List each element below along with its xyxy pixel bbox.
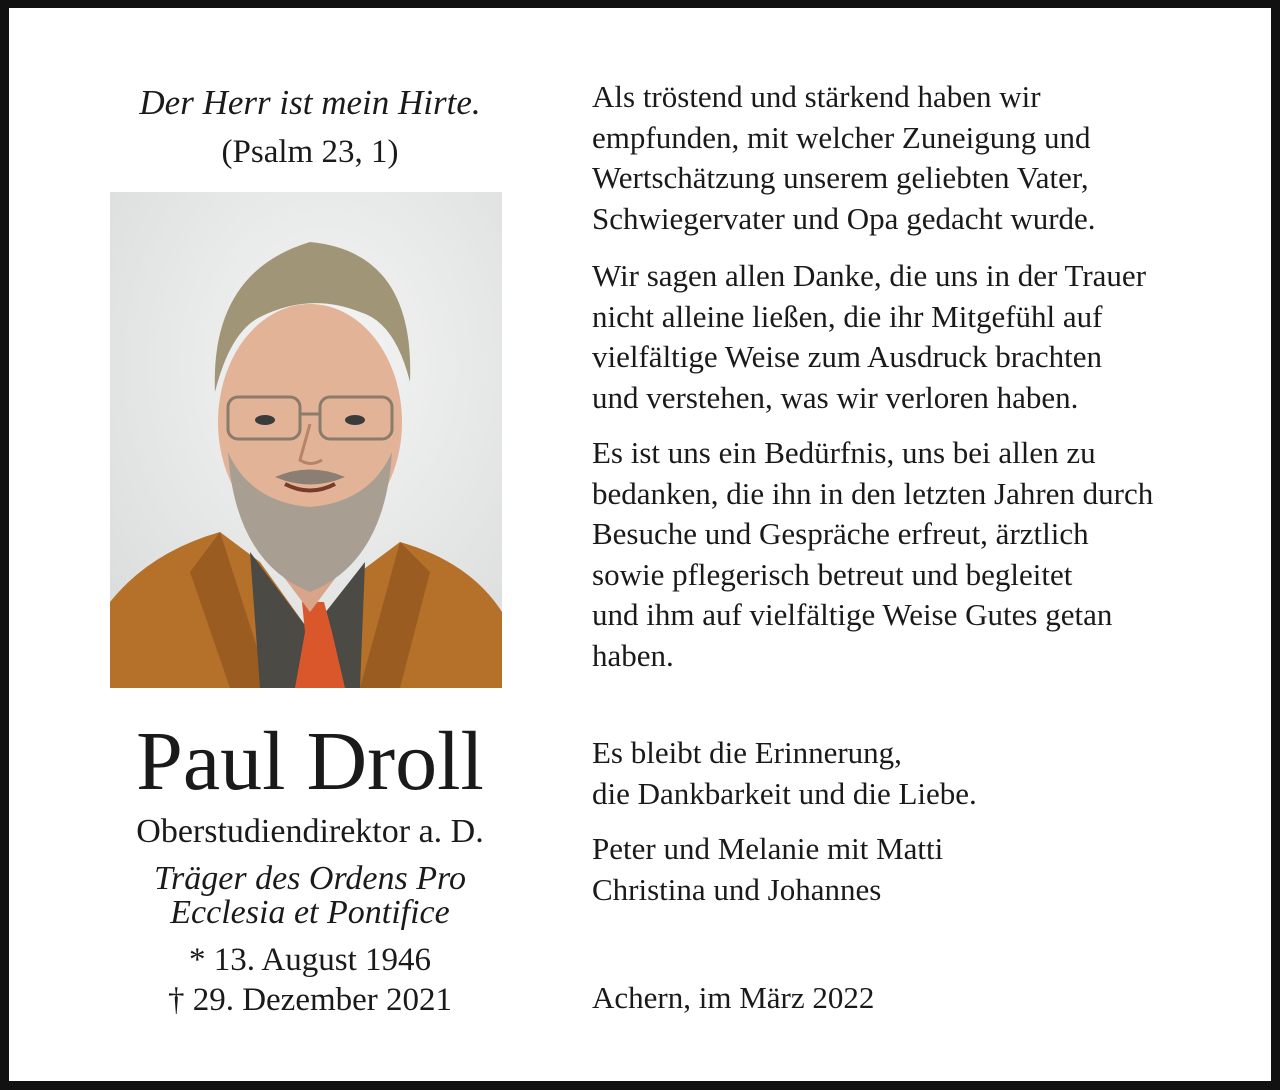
text-line: Christina und Johannes [592,871,882,907]
text-line: bedanken, die ihn in den letzten Jahren durch [592,475,1154,511]
text-line: Schwiegervater und Opa gedacht wurde. [592,200,1096,236]
text-line: nicht alleine ließen, die ihr Mitgefühl auf [592,298,1103,334]
thanks-paragraph-1 [592,77,1232,239]
text-line: Peter und Melanie mit Matti [592,831,944,866]
text-line: Besuche und Gespräche erfreut, ärztlich [592,516,1089,552]
motto: Der Herr ist mein Hirte. [139,83,481,122]
remembrance-verse [592,733,1232,814]
thanks-paragraph-2 [592,256,1232,418]
order-honor [60,862,560,930]
text-line: empfunden, mit welcher Zuneigung und [592,119,1091,155]
birth-date: * 13. August 1946 [188,942,432,978]
thanks-paragraph-3 [592,433,1232,677]
text-line: Wir sagen allen Danke, die uns in der Trauer [592,258,1147,293]
text-line: sowie pflegerisch betreut und begleitet [592,556,1073,592]
deceased-name: Paul Droll [136,715,484,808]
order-line-1: Träger des Ordens Pro [154,860,466,897]
portrait-photo [110,192,502,688]
motto-block [60,78,560,176]
text-line: haben. [592,637,674,673]
text-line: vielfältige Weise zum Ausdruck brachten [592,339,1102,375]
psalm-reference: (Psalm 23, 1) [221,134,399,170]
life-dates [60,940,560,1020]
text-line: und verstehen, was wir verloren haben. [592,379,1079,415]
text-line: Es ist uns ein Bedürfnis, uns bei allen zu [592,435,1096,470]
text-line: und ihm auf vielfältige Weise Gutes getan [592,597,1113,633]
death-date: † 29. Dezember 2021 [167,982,453,1018]
text-line: die Dankbarkeit und die Liebe. [592,775,977,811]
portrait-illustration [110,192,502,688]
text-line: Es bleibt die Erinnerung, [592,735,902,770]
professional-title: Oberstudiendirektor a. D. [136,813,484,850]
text-line: Als tröstend und stärkend haben wir [592,79,1041,114]
family-names [592,829,1232,910]
place-and-date: Achern, im März 2022 [592,980,875,1015]
order-line-2: Ecclesia et Pontifice [170,894,450,931]
text-line: Wertschätzung unserem geliebten Vater, [592,160,1089,196]
